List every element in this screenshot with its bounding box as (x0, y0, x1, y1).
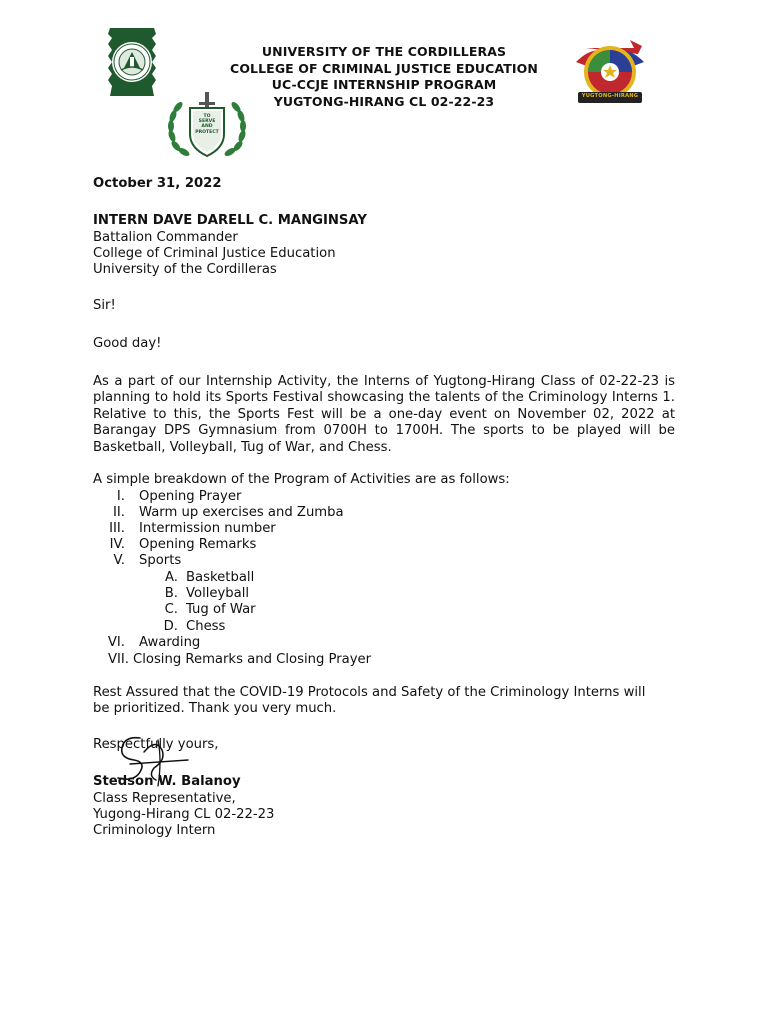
university-seal-logo (104, 24, 160, 100)
program-item-number: II. (113, 505, 125, 520)
sports-item-label: Chess (186, 619, 226, 634)
program-item-number: IV. (109, 537, 125, 552)
complimentary-close: Respectfully yours, (93, 737, 219, 752)
body-paragraph: As a part of our Internship Activity, the Interns of Yugtong-Hirang Class of 02-22-23 is planning to hold its Sports Festival showcasing the talents of the Criminology Interns 1. Relative to this, the Sports Fest will be a one-day event on November 02, 2022 at Barangay DPS Gymnasium from 0700H to 1700H. The sports to be played will be Basketball, Volleyball, Tug of War, and Chess. (93, 374, 675, 455)
greeting: Good day! (93, 336, 162, 351)
program-item-number: III. (109, 521, 125, 536)
motto-word: AND (201, 124, 213, 130)
signatory-name: Stedson W. Balanoy (93, 774, 241, 789)
sports-item-letter: C. (164, 602, 178, 617)
recipient-title: Battalion Commander (93, 230, 238, 245)
program-item-label: Opening Remarks (139, 537, 257, 552)
program-item-number: VII. (108, 652, 129, 667)
class-badge-text: YUGTONG-HIRANG (581, 93, 639, 99)
program-item-label: Intermission number (139, 521, 276, 536)
recipient-university: University of the Cordilleras (93, 262, 277, 277)
closing-paragraph-line-1: Rest Assured that the COVID-19 Protocols and Safety of the Criminology Interns will (93, 685, 646, 700)
program-item-label: Warm up exercises and Zumba (139, 505, 344, 520)
signatory-title: Class Representative, (93, 791, 236, 806)
motto-word: TO (203, 114, 211, 119)
program-item-label: Sports (139, 553, 182, 568)
sports-item-letter: A. (165, 570, 178, 585)
sports-item-label: Basketball (186, 570, 255, 585)
letterhead-university: UNIVERSITY OF THE CORDILLERAS (261, 44, 507, 59)
letterhead-college: COLLEGE OF CRIMINAL JUSTICE EDUCATION (230, 60, 538, 76)
recipient-college: College of Criminal Justice Education (93, 246, 336, 261)
program-item-number: V. (113, 553, 125, 568)
letterhead-class: YUGTONG-HIRANG CL 02-22-23 (273, 93, 495, 109)
program-intro: A simple breakdown of the Program of Activities are as follows: (93, 472, 510, 487)
class-badge-logo (572, 38, 648, 108)
program-item-number: VI. (107, 635, 125, 650)
program-item-label: Awarding (139, 635, 201, 650)
program-item-label: Closing Remarks and Closing Prayer (133, 652, 372, 667)
letterhead (200, 44, 568, 110)
letter-date: October 31, 2022 (93, 176, 222, 191)
program-item-label: Opening Prayer (139, 489, 242, 504)
program-item-number: I. (116, 489, 125, 504)
ccje-seal-motto (190, 114, 224, 135)
sports-item-label: Tug of War (186, 602, 256, 617)
motto-word: PROTECT (195, 129, 219, 135)
sports-item-label: Volleyball (186, 586, 250, 601)
signatory-class: Yugong-Hirang CL 02-22-23 (93, 807, 275, 822)
signatory-role: Criminology Intern (93, 823, 216, 838)
sports-item-letter: B. (164, 586, 178, 601)
motto-word: SERVE (198, 119, 216, 125)
letterhead-program: UC-CCJE INTERNSHIP PROGRAM (271, 77, 497, 92)
salutation: Sir! (93, 298, 116, 313)
closing-paragraph-line-2: be prioritized. Thank you very much. (93, 701, 337, 716)
sports-item-letter: D. (163, 619, 178, 634)
recipient-name: INTERN DAVE DARELL C. MANGINSAY (93, 213, 367, 228)
